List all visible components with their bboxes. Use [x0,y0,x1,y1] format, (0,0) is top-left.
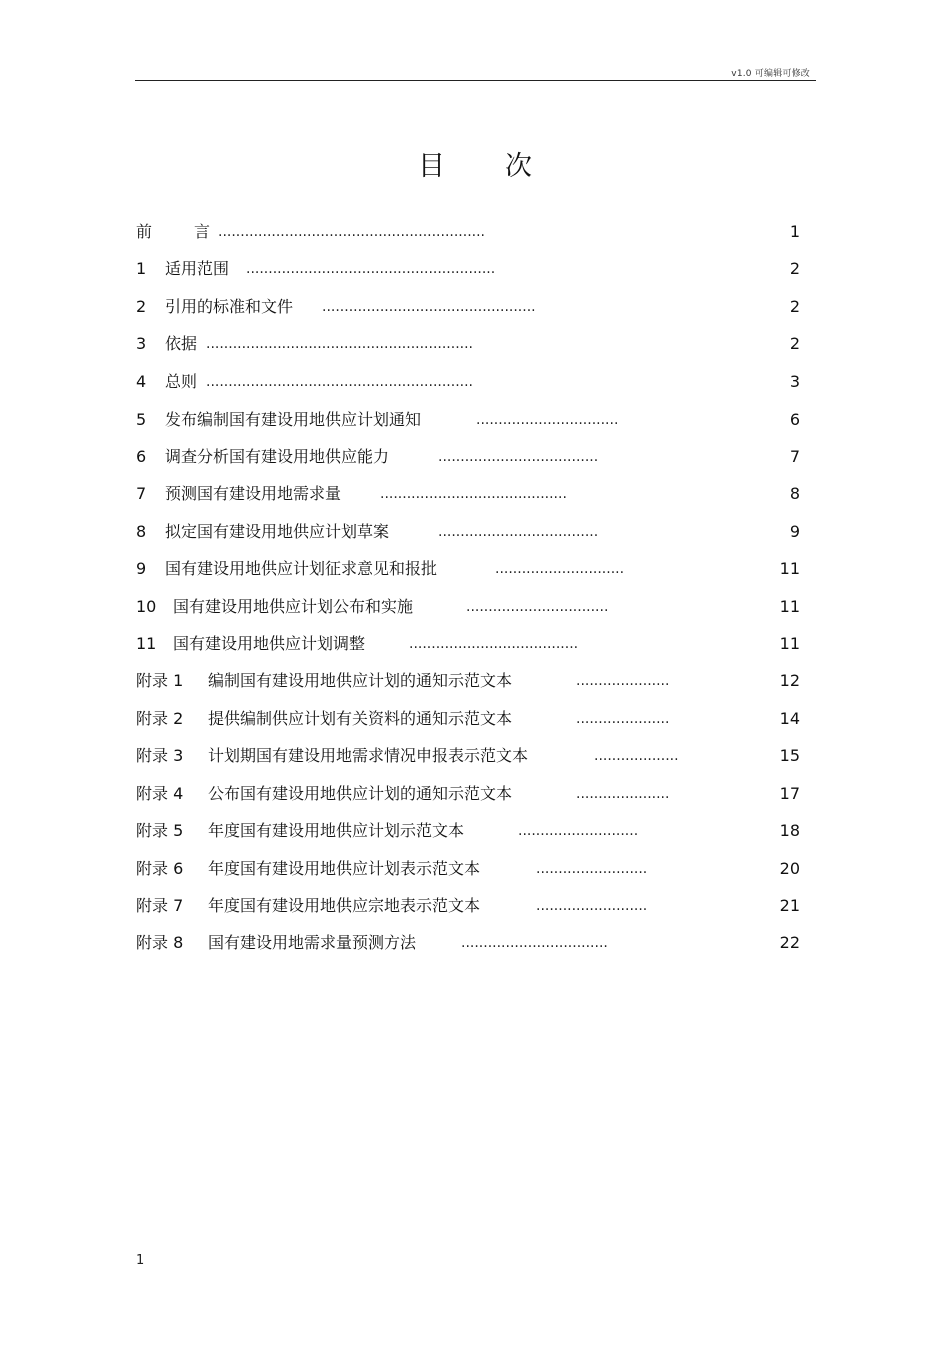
toc-entry-page-number: 11 [779,634,800,653]
toc-entry-number: 附录 1 [136,671,184,690]
toc-entry-number: 附录 3 [136,746,184,765]
toc-entry-number: 1 [136,259,147,278]
toc-entry-leader-dots: ..................... [576,711,670,727]
header-version-tag: v1.0 可编辑可修改 [731,69,810,79]
toc-entry [136,521,800,543]
toc-entry-label: 计划期国有建设用地需求情况申报表示范文本 [208,746,529,765]
toc-entry-number: 前 [136,222,153,241]
toc-entry-label: 依据 [165,334,198,353]
toc-entry-leader-dots: .................................... [438,449,599,465]
toc-entry-number: 2 [136,297,147,316]
toc-entry-page-number: 9 [789,522,800,541]
toc-entry-number: 附录 6 [136,859,184,878]
toc-entry [136,895,800,917]
toc-entry-leader-dots: ..................... [576,673,670,689]
toc-entry [136,820,800,842]
toc-entry [136,296,800,318]
toc-entry-number: 附录 4 [136,784,184,803]
toc-entry-page-number: 2 [789,259,800,278]
toc-entry-label: 国有建设用地供应计划征求意见和报批 [165,559,438,578]
toc-entry [136,409,800,431]
toc-entry-number: 附录 7 [136,896,184,915]
toc-entry-leader-dots: ............................. [495,561,625,577]
toc-entry-leader-dots: ............................................................ [206,374,474,390]
toc-entry-leader-dots: ...................................... [409,636,579,652]
toc-entry-page-number: 18 [779,821,800,840]
toc-entry-page-number: 11 [779,597,800,616]
toc-entry-leader-dots: ................................. [461,935,608,951]
toc-entry-leader-dots: ................................ [466,599,609,615]
toc-entry [136,333,800,355]
toc-entry-page-number: 11 [779,559,800,578]
toc-entry-label: 调查分析国有建设用地供应能力 [165,447,390,466]
toc-entry [136,446,800,468]
toc-entry-number: 附录 2 [136,709,184,728]
toc-entry-number: 附录 5 [136,821,184,840]
toc-entry-leader-dots: ......................... [536,861,648,877]
toc-entry-label: 预测国有建设用地需求量 [165,484,342,503]
toc-entry [136,558,800,580]
toc-entry-label: 国有建设用地供应计划调整 [173,634,366,653]
toc-entry-number: 7 [136,484,147,503]
page-number: 1 [136,1253,145,1268]
toc-title [0,144,950,183]
header-rule [135,80,816,81]
toc-entry-number: 4 [136,372,147,391]
toc-entry [136,858,800,880]
toc-entry [136,483,800,505]
toc-entry-leader-dots: ..................... [576,786,670,802]
toc-entry-page-number: 8 [789,484,800,503]
toc-entry [136,708,800,730]
toc-entry-label: 引用的标准和文件 [165,297,294,316]
toc-entry-leader-dots: ................... [594,748,679,764]
toc-entry-label: 适用范围 [165,259,230,278]
toc-entry-page-number: 6 [789,410,800,429]
toc-entry [136,596,800,618]
toc-entry-leader-dots: ........................... [518,823,639,839]
toc-entry-label: 拟定国有建设用地供应计划草案 [165,522,390,541]
toc-title-left: 目 [418,151,445,182]
toc-entry [136,745,800,767]
toc-entry [136,783,800,805]
toc-entry-leader-dots: ............................................................ [206,336,474,352]
toc-entry [136,371,800,393]
toc-entry-page-number: 15 [779,746,800,765]
toc-entry-page-number: 3 [789,372,800,391]
toc-entry-page-number: 21 [779,896,800,915]
toc-entry-page-number: 2 [789,297,800,316]
toc-entry-label: 年度国有建设用地供应宗地表示范文本 [208,896,481,915]
toc-entry-label: 发布编制国有建设用地供应计划通知 [165,410,422,429]
toc-entry-leader-dots: ................................ [476,412,619,428]
toc-entry-number: 6 [136,447,147,466]
toc-entry-label: 年度国有建设用地供应计划示范文本 [208,821,465,840]
toc-entry-label: 年度国有建设用地供应计划表示范文本 [208,859,481,878]
toc-entry-label: 国有建设用地需求量预测方法 [208,933,417,952]
toc-entry-leader-dots: ................................................ [322,299,536,315]
toc-entry [136,258,800,280]
toc-entry-number: 附录 8 [136,933,184,952]
toc-entry-label: 编制国有建设用地供应计划的通知示范文本 [208,671,513,690]
toc-entry-leader-dots: ......................... [536,898,648,914]
toc-entry-number: 8 [136,522,147,541]
toc-entry-number: 9 [136,559,147,578]
toc-entry-page-number: 1 [789,222,800,241]
toc-entry [136,633,800,655]
toc-title-right: 次 [505,151,532,182]
toc-entry-page-number: 17 [779,784,800,803]
toc-entry-leader-dots: .................................... [438,524,599,540]
toc-entry-label: 总则 [165,372,198,391]
toc-entry-page-number: 22 [779,933,800,952]
toc-entry-label: 言 [194,222,211,241]
toc-entry-number: 5 [136,410,147,429]
toc-entry-number: 10 [136,597,157,616]
toc-entry [136,670,800,692]
toc-entry-page-number: 12 [779,671,800,690]
toc-entry-page-number: 20 [779,859,800,878]
toc-entry-label: 公布国有建设用地供应计划的通知示范文本 [208,784,513,803]
toc-entry-number: 3 [136,334,147,353]
toc-entry-page-number: 2 [789,334,800,353]
toc-entry-page-number: 14 [779,709,800,728]
toc-entry [136,221,800,243]
toc-entry-label: 国有建设用地供应计划公布和实施 [173,597,414,616]
toc-entry-number: 11 [136,634,157,653]
toc-entry-leader-dots: .......................................... [380,486,567,502]
toc-entry-page-number: 7 [789,447,800,466]
toc-entry-leader-dots: ........................................................ [246,261,496,277]
toc-entry [136,932,800,954]
toc-entry-leader-dots: ............................................................ [218,224,486,240]
toc-entry-label: 提供编制供应计划有关资料的通知示范文本 [208,709,513,728]
